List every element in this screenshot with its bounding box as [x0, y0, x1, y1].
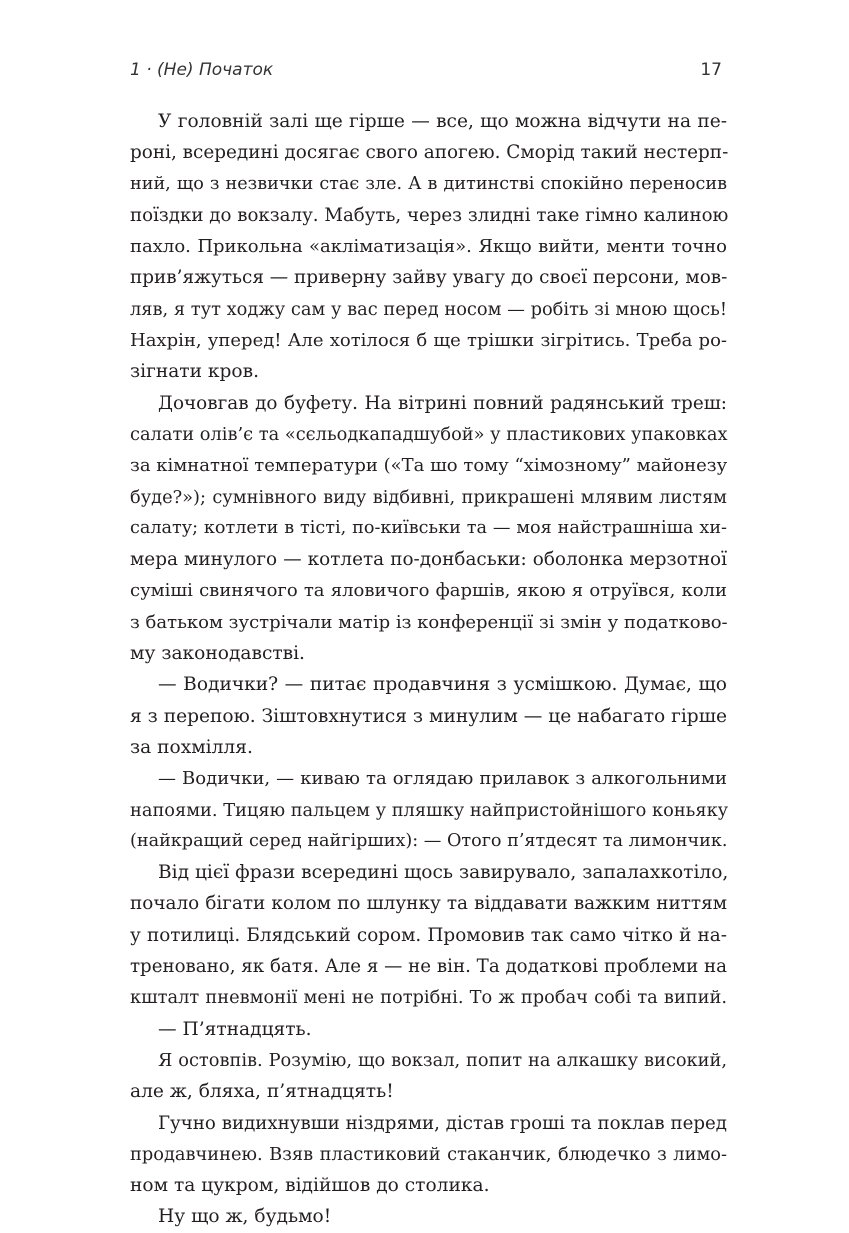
- text-line: кшталт пневмонії мені не потрібні. То ж пробач собі та випий.: [130, 987, 727, 1009]
- text-line: Гучно видихнувши ніздрями, дістав гроші та поклав перед: [158, 1112, 727, 1134]
- text-line: салати олів’є та «сєльодкападшубой» у пластикових упаковках: [130, 423, 728, 445]
- text-line: У головній залі ще гірше — все, що можна відчути на пе-: [158, 111, 727, 132]
- text-line: напоями. Тицяю пальцем у пляшку найпристойнішого коньяку: [130, 799, 729, 821]
- text-line: ний, що з незвички стає зле. А в дитинстві спокійно переносив: [130, 173, 727, 194]
- text-line: треновано, як батя. Але я — не він. Та додаткові проблеми на: [130, 956, 727, 978]
- text-line: роні, всередині досягає свого апогею. Сморід такий нестерп-: [130, 142, 729, 164]
- running-head: 1 · (Не) Початок: [130, 60, 274, 80]
- text-line: (найкращий серед найгірших): — Отого п’ятдесят та лимончик.: [130, 830, 728, 851]
- text-line: салату; котлети в тісті, по-київськи та — моя найстрашніша хи-: [130, 517, 727, 538]
- text-line: у потилиці. Блядський сором. Промовив так само чітко й на-: [130, 924, 727, 946]
- text-line: ляв, я тут ходжу сам у вас перед носом — робіть зі мною щось!: [130, 298, 727, 320]
- text-line: Нахрін, уперед! Але хотілося б ще трішки зігрітись. Треба ро-: [130, 330, 727, 352]
- text-line: поїздки до вокзалу. Мабуть, через злидні таке гімно калиною: [130, 204, 729, 226]
- text-line: пахло. Прикольна «акліматизація». Якщо вийти, менти точно: [130, 236, 727, 258]
- text-line: ном та цукром, відійшов до столика.: [130, 1175, 490, 1197]
- page-header: [130, 60, 722, 88]
- text-line: прив’яжуться — приверну зайву увагу до своєї персони, мов-: [130, 267, 728, 289]
- text-line: за похмілля.: [130, 736, 253, 758]
- text-line: Ну що ж, будьмо!: [158, 1206, 332, 1228]
- text-line: зігнати кров.: [130, 361, 259, 383]
- text-line: але ж, бляха, п’ятнадцять!: [130, 1081, 394, 1103]
- text-line: мера минулого — котлета по-донбаськи: оболонка мерзотної: [130, 549, 727, 571]
- text-line: му законодавстві.: [130, 643, 305, 665]
- text-line: Дочовгав до буфету. На вітрині повний радянський треш:: [158, 392, 727, 414]
- text-line: почало бігати колом по шлунку та віддавати важким ниттям: [130, 893, 727, 915]
- text-line: — Водички? — питає продавчиня з усмішкою. Думає, що: [158, 674, 727, 696]
- text-line: Від цієї фрази всередині щось завирувало, запалахкотіло,: [158, 862, 729, 884]
- body-text: [130, 106, 727, 1233]
- text-line: Я остовпів. Розумію, що вокзал, попит на алкашку високий,: [158, 1049, 727, 1071]
- text-line: буде?»); сумнівного виду відбивні, прикрашені млявим листям: [130, 486, 727, 508]
- page-number: 17: [700, 60, 722, 80]
- text-line: за кімнатної температури («Та шо тому “хімозному” майонезу: [130, 455, 728, 477]
- text-line: продавчинею. Взяв пластиковий стаканчик, блюдечко з лимо-: [130, 1143, 727, 1165]
- text-line: — П’ятнадцять.: [158, 1018, 312, 1040]
- text-line: — Водички, — киваю та оглядаю прилавок з алкогольними: [158, 768, 727, 790]
- text-line: суміші свинячого та яловичого фаршів, якою я отруївся, коли: [130, 580, 727, 602]
- text-line: з батьком зустрічали матір із конференції зі змін у податково-: [130, 611, 728, 633]
- text-line: я з перепою. Зіштовхнутися з минулим — це набагато гірше: [130, 705, 727, 727]
